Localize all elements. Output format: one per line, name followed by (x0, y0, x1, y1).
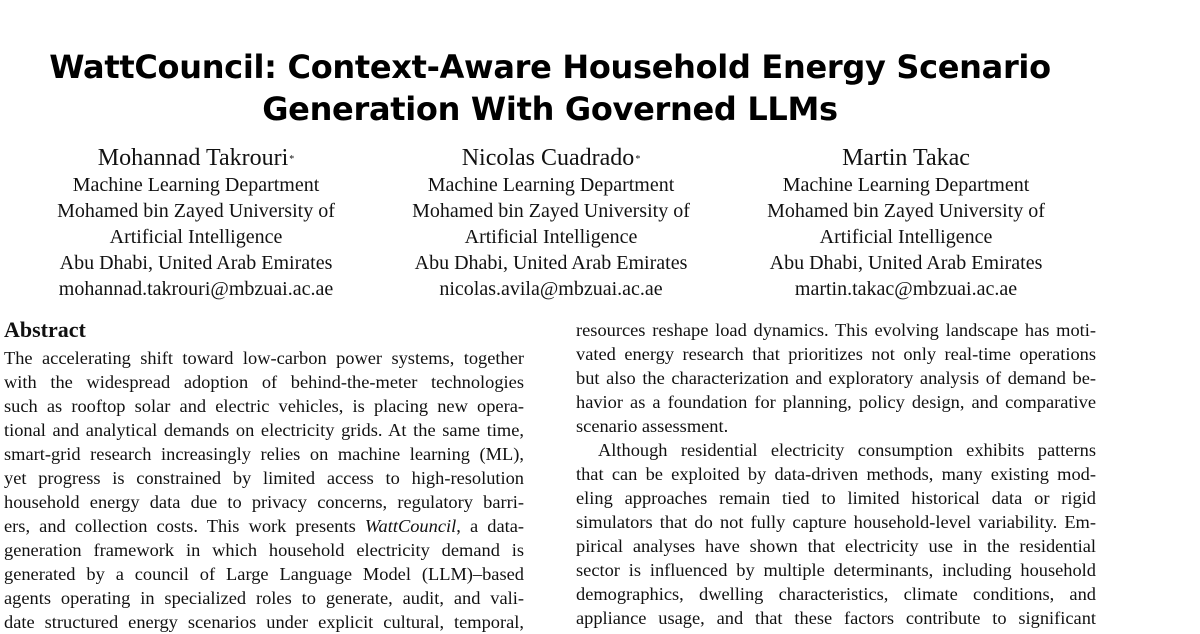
author-2 (371, 144, 731, 302)
author-3 (726, 144, 1086, 302)
author-department: Machine Learning Department (782, 174, 1030, 196)
author-name: Martin Takac (842, 145, 970, 171)
author-email: martin.takac@mbzuai.ac.ae (794, 278, 1018, 300)
abstract-line: agents operating in specialized roles to generate, audit, and vali- (4, 588, 524, 608)
author-affiliation-line-1: Mohamed bin Zayed University of (57, 200, 335, 222)
abstract-line-with-emphasis: ers, and collection costs. This work presents WattCouncil, a data- (4, 516, 525, 536)
author-name: Mohannad Takrouri* (97, 145, 295, 171)
author-location: Abu Dhabi, United Arab Emirates (59, 252, 333, 274)
body-line: scenario assessment. (576, 416, 729, 436)
body-line: pirical analyses have shown that electricity use in the residential (576, 536, 1096, 556)
author-1 (16, 144, 376, 302)
body-line: Although residential electricity consumption exhibits patterns (598, 440, 1096, 460)
intro-continuation (576, 318, 1096, 630)
abstract-line: such as rooftop solar and electric vehicles, is placing new opera- (4, 396, 524, 416)
author-affiliation-line-2: Artificial Intelligence (109, 226, 283, 248)
author-email: nicolas.avila@mbzuai.ac.ae (439, 278, 663, 300)
author-name: Nicolas Cuadrado* (461, 145, 641, 171)
abstract-line: smart-grid research increasingly relies on machine learning (ML), (4, 444, 524, 464)
abstract-line: with the widespread adoption of behind-the-meter technologies (4, 372, 524, 392)
author-department: Machine Learning Department (427, 174, 675, 196)
title-line-2: Generation With Governed LLMs (262, 90, 838, 128)
abstract-line: generated by a council of Large Language Model (LLM)–based (4, 564, 524, 584)
author-affiliation-line-1: Mohamed bin Zayed University of (412, 200, 690, 222)
body-line: vated energy research that prioritizes not only real-time operations (576, 344, 1096, 364)
abstract-heading: Abstract (4, 317, 86, 342)
author-email: mohannad.takrouri@mbzuai.ac.ae (58, 278, 334, 300)
body-line: eling approaches remain tied to limited historical data or rigid (576, 488, 1096, 508)
equal-contribution-mark: * (289, 154, 295, 165)
abstract-section (4, 316, 524, 634)
author-location: Abu Dhabi, United Arab Emirates (414, 252, 688, 274)
abstract-line: yet progress is constrained by limited access to high-resolution (4, 468, 524, 488)
paper-title (0, 46, 1100, 130)
abstract-line: date structured energy scenarios under explicit cultural, temporal, (4, 612, 524, 632)
framework-name: WattCouncil (364, 516, 457, 536)
body-line: resources reshape load dynamics. This evolving landscape has moti- (576, 320, 1096, 340)
abstract-line: generation framework in which household electricity demand is (4, 540, 524, 560)
author-affiliation-line-2: Artificial Intelligence (464, 226, 638, 248)
equal-contribution-mark: * (635, 154, 641, 165)
abstract-line: The accelerating shift toward low-carbon power systems, together (4, 348, 524, 368)
body-line: appliance usage, and that these factors contribute to significant (576, 608, 1096, 628)
body-line: simulators that do not fully capture household-level variability. Em- (576, 512, 1096, 532)
title-line-1: WattCouncil: Context-Aware Household Energy Scenario (49, 48, 1051, 86)
body-line: demographics, dwelling characteristics, climate conditions, and (576, 584, 1096, 604)
author-location: Abu Dhabi, United Arab Emirates (769, 252, 1043, 274)
author-department: Machine Learning Department (72, 174, 320, 196)
body-line: havior as a foundation for planning, policy design, and comparative (576, 392, 1096, 412)
body-line: sector is influenced by multiple determinants, including household (576, 560, 1096, 580)
body-line: but also the characterization and exploratory analysis of demand be- (576, 368, 1096, 388)
author-affiliation-line-1: Mohamed bin Zayed University of (767, 200, 1045, 222)
body-line: that can be exploited by data-driven methods, many existing mod- (576, 464, 1096, 484)
abstract-line: household energy data due to privacy concerns, regulatory barri- (4, 492, 524, 512)
author-affiliation-line-2: Artificial Intelligence (819, 226, 993, 248)
abstract-line: tional and analytical demands on electricity grids. At the same time, (4, 420, 524, 440)
